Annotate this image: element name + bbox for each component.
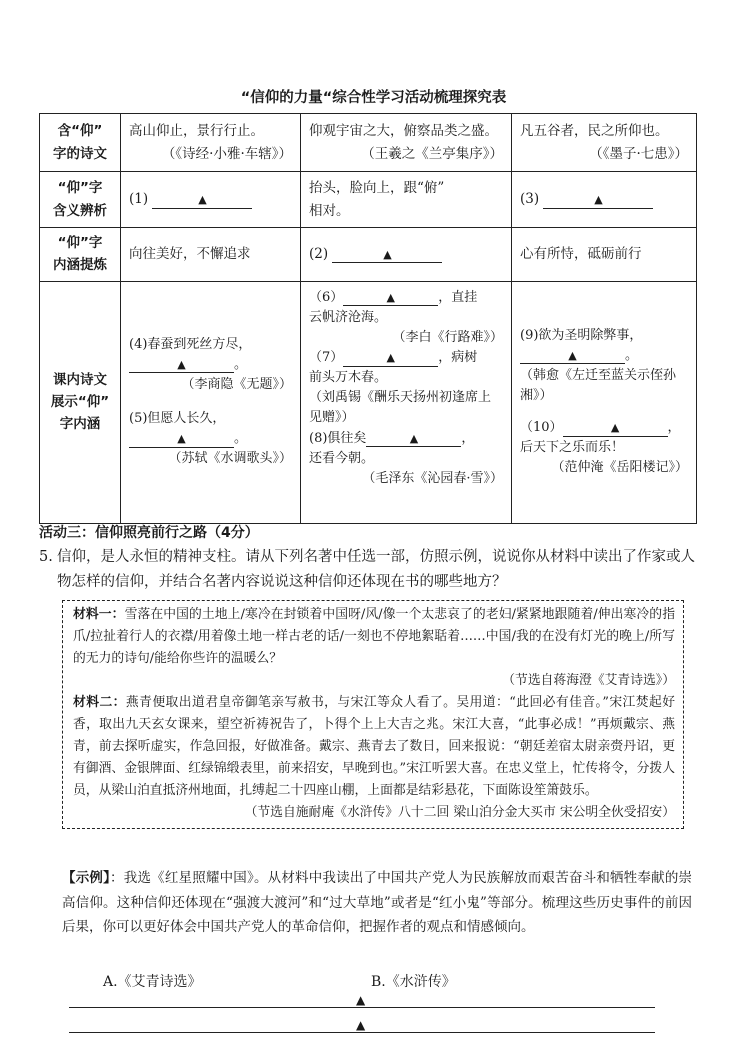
option-b[interactable]: B.《水浒传》 — [371, 974, 456, 990]
triangle-icon: ▲ — [356, 1018, 366, 1032]
triangle-icon: ▲ — [177, 432, 186, 446]
table-cell — [301, 281, 512, 523]
triangle-icon: ▲ — [568, 348, 577, 362]
section-title: 活动三：信仰照亮前行之路（4分） — [39, 525, 259, 541]
answer-line[interactable] — [69, 1007, 655, 1008]
triangle-icon: ▲ — [594, 193, 603, 207]
poem-fill: (9)欲为圣明除弊事， ▲ 。 （韩愈《左迁至蓝关示侄孙湘》） — [520, 327, 677, 403]
table-cell: (1) ▲ — [121, 172, 301, 228]
table-cell: 高山仰止，景行行止。 （《诗经·小雅·车辖》） — [121, 114, 301, 172]
material-item: 材料二：燕青便取出道君皇帝御笔亲写赦书，与宋江等众人看了。吴用道：“此回必有佳音。”宋江焚起好香，取出九天玄女课来，望空祈祷祝告了，卜得个上上大吉之兆。宋江大喜，“此事必成！”再烦戴宗、燕青，前去探听虚实，作急回报，好做准备。戴宗、燕青去了数日，回来报说：“朝廷差宿太尉亲赍丹诏，更有御酒、金银牌面、红绿锦缎表里，前来招安，早晚到也。”宋江听罢大喜。在忠义堂上，忙传将令，分拨人员，从梁山泊直抵济州地面，扎缚起二十四座山棚，上面都是结彩悬花，下面陈设笙箫鼓乐。 （节选自施耐庵《水浒传》八十二回 梁山泊分金大买市 宋公明全伙受招安） — [73, 695, 676, 820]
answer-blank[interactable] — [343, 290, 438, 307]
answer-blank[interactable] — [343, 350, 438, 367]
table-cell: 向往美好，不懈追求 — [121, 228, 301, 282]
answer-line[interactable] — [69, 1032, 655, 1033]
option-a[interactable]: A.《艾青诗选》 — [103, 974, 202, 990]
answer-blank[interactable] — [520, 348, 625, 365]
table-row — [40, 114, 697, 172]
triangle-icon: ▲ — [610, 421, 620, 435]
row-header: 课内诗文 展示“仰” 字内涵 — [40, 281, 121, 523]
row-header: 含“仰” 字的诗文 — [40, 114, 121, 172]
question-text: 信仰，是人永恒的精神支柱。请从下列名著中任选一部，仿照示例，说说你从材料中读出了作家或人物怎样的信仰，并结合名著内容说说这种信仰还体现在书的哪些地方？ — [57, 549, 695, 590]
table-row — [40, 172, 697, 228]
table-cell: 仰观宇宙之大，俯察品类之盛。 （王羲之《兰亭集序》） — [301, 114, 512, 172]
table-cell: (2) ▲ — [301, 228, 512, 282]
table-cell: 心有所恃，砥砺前行 — [512, 228, 697, 282]
answer-blank[interactable] — [366, 431, 461, 448]
answer-blank[interactable] — [152, 191, 252, 208]
answer-blank[interactable] — [563, 420, 668, 437]
inquiry-table — [39, 113, 697, 524]
table-title: “信仰的力量“综合性学习活动梳理探究表 — [240, 90, 507, 106]
table-cell — [121, 281, 301, 523]
row-header: “仰”字 内涵提炼 — [40, 228, 121, 282]
triangle-icon: ▲ — [198, 193, 207, 207]
material-item: 材料一：雪落在中国的土地上/寒冷在封锁着中国呀/风/像一个太悲哀了的老妇/紧紧地跟随着/伸出寒冷的指爪/拉扯着行人的衣襟/用着像土地一样古老的话/一刻也不停地絮聒着……中国/我的在没有灯光的晚上/所写的无力的诗句/能给你些许的温暖么？ （节选自蒋海澄《艾青诗选》） — [73, 607, 675, 688]
table-row — [40, 228, 697, 282]
answer-blank[interactable] — [129, 431, 234, 448]
poem-fill: （6） ▲ ，直挂 云帆济沧海。 （李白《行路难》） — [309, 289, 503, 345]
question-number: 5. — [39, 549, 53, 565]
table-row — [40, 281, 697, 523]
poem-fill: (8)俱往矣 ▲ ， 还看今朝。 （毛泽东《沁园春·雪》） — [309, 430, 503, 486]
poem-fill: （10） ▲ ， 后天下之乐而乐！ （范仲淹《岳阳楼记》） — [520, 420, 688, 476]
example-paragraph: 【示例】：我选《红星照耀中国》。从材料中我读出了中国共产党人为民族解放而艰苦奋斗和牺牲奉献的崇高信仰。这种信仰还体现在“强渡大渡河”和“过大草地”或者是“红小鬼”等部分。梳理这些历史事件的前因后果，你可以更好体会中国共产党人的革命信仰，把握作者的观点和情感倾向。 — [62, 870, 693, 935]
table-cell — [512, 281, 697, 523]
triangle-icon: ▲ — [409, 431, 419, 445]
answer-blank[interactable] — [543, 191, 653, 208]
table-cell: 抬头，脸向上，跟“俯” 相对。 — [301, 172, 512, 228]
triangle-icon: ▲ — [386, 350, 396, 364]
answer-blank[interactable] — [332, 246, 442, 263]
answer-blank[interactable] — [129, 357, 234, 374]
triangle-icon: ▲ — [383, 248, 392, 262]
triangle-icon: ▲ — [356, 993, 366, 1007]
materials-box — [62, 600, 684, 829]
table-cell: 凡五谷者，民之所仰也。 （《墨子·七患》） — [512, 114, 697, 172]
triangle-icon: ▲ — [386, 290, 396, 304]
row-header: “仰”字 含义辨析 — [40, 172, 121, 228]
poem-fill: (4)春蚕到死丝方尽， ▲ 。 （李商隐《无题》） — [129, 336, 292, 392]
poem-fill: （7） ▲ ，病树 前头万木春。 （刘禹锡《酬乐天扬州初逢席上见赠》） — [309, 349, 492, 426]
poem-fill: (5)但愿人长久， ▲ 。 （苏轼《水调歌头》） — [129, 411, 292, 467]
table-cell: (3) ▲ — [512, 172, 697, 228]
question — [39, 545, 699, 595]
triangle-icon: ▲ — [177, 357, 186, 371]
